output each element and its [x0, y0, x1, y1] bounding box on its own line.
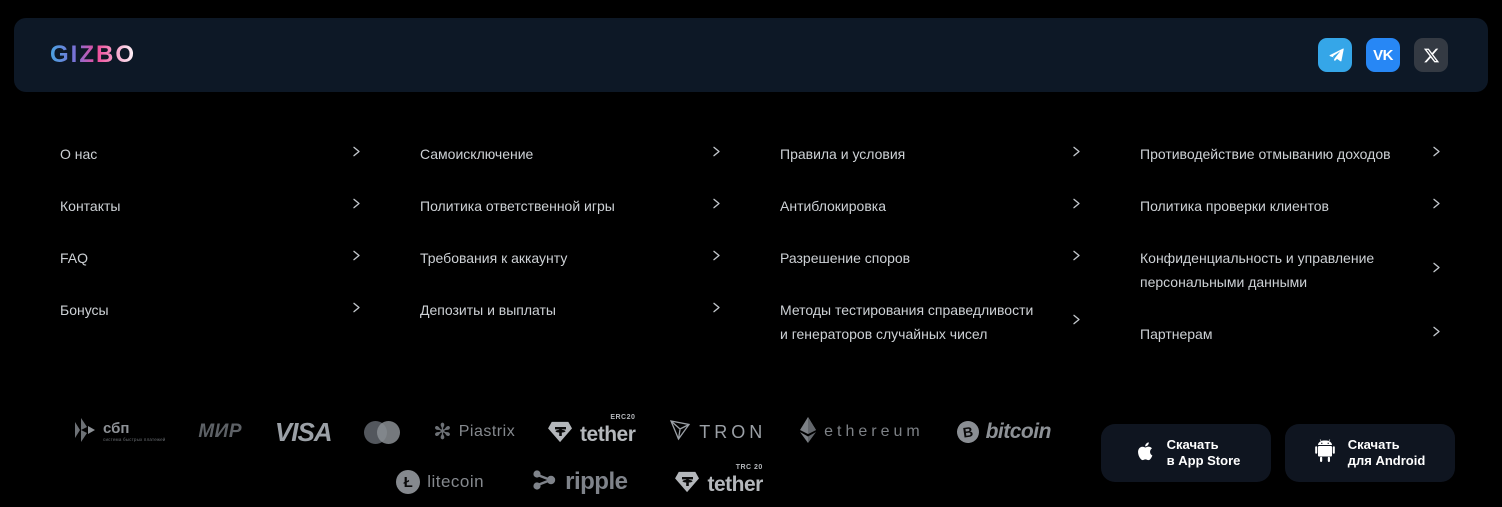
link-kyc-policy[interactable]: [1140, 194, 1444, 218]
chevron-right-icon: [709, 300, 724, 320]
vk-icon: VK: [1373, 46, 1393, 64]
ripple-icon: [532, 467, 558, 498]
link-label: Бонусы: [60, 302, 109, 318]
link-contacts[interactable]: [60, 194, 364, 218]
tether-erc20-logo: [548, 415, 635, 450]
chevron-right-icon: [1069, 248, 1084, 268]
x-twitter-icon: [1423, 47, 1440, 64]
apple-icon: [1132, 438, 1154, 469]
telegram-icon: [1326, 46, 1345, 65]
link-label: Требования к аккаунту: [420, 250, 568, 266]
link-label: Партнерам: [1140, 326, 1213, 342]
piastrix-logo: ✻ Piastrix: [433, 419, 516, 444]
link-label: Депозиты и выплаты: [420, 302, 556, 318]
download-label-line1: Скачать: [1347, 437, 1400, 452]
link-anti-money-laundering[interactable]: [1140, 142, 1444, 166]
link-privacy-policy[interactable]: Конфиденциальность и управление персональными данными: [1140, 246, 1444, 294]
litecoin-logo: Ł litecoin: [396, 470, 484, 494]
ethereum-logo: ethereum: [799, 416, 924, 449]
link-bonuses[interactable]: [60, 298, 364, 322]
link-label: Противодействие отмыванию доходов: [1140, 146, 1391, 162]
chevron-right-icon: [349, 144, 364, 164]
link-column-4: [1140, 142, 1444, 346]
app-download-buttons: [1101, 404, 1455, 504]
chevron-right-icon: [1069, 196, 1084, 216]
link-label: Правила и условия: [780, 146, 906, 162]
tron-icon: [668, 418, 692, 447]
social-links: [1318, 38, 1448, 72]
link-about[interactable]: [60, 142, 364, 166]
link-column-3: [780, 142, 1084, 346]
chevron-right-icon: [1429, 144, 1444, 164]
footer-header-bar: [14, 18, 1488, 92]
link-deposits-payouts[interactable]: [420, 298, 724, 322]
link-label: Методы тестирования справедливости: [780, 302, 1034, 318]
footer-links: [60, 142, 1444, 346]
link-responsible-gaming[interactable]: [420, 194, 724, 218]
sbp-icon: [74, 417, 96, 448]
mir-logo: МИР: [198, 421, 243, 442]
link-label: Антиблокировка: [780, 198, 886, 214]
tether-wordmark: tether ERC20: [580, 414, 636, 446]
payments-section: [58, 404, 1455, 504]
link-label: Политика проверки клиентов: [1140, 198, 1329, 214]
link-fairness-testing[interactable]: Методы тестирования справедливости и генераторов случайных чисел: [780, 298, 1084, 346]
link-terms-conditions[interactable]: [780, 142, 1084, 166]
download-label-line2: для Android: [1347, 453, 1426, 468]
download-label-line2: в App Store: [1166, 453, 1241, 468]
link-self-exclusion[interactable]: [420, 142, 724, 166]
link-label: FAQ: [60, 250, 89, 266]
payment-logos: [58, 404, 1101, 504]
link-label: Самоисключение: [420, 146, 534, 162]
chevron-right-icon: [349, 248, 364, 268]
ethereum-icon: [799, 416, 817, 449]
chevron-right-icon: [709, 196, 724, 216]
tether-icon: [548, 421, 574, 450]
chevron-right-icon: [1429, 196, 1444, 216]
chevron-right-icon: [349, 300, 364, 320]
link-anti-blocking[interactable]: [780, 194, 1084, 218]
android-icon: [1315, 439, 1335, 468]
download-app-store-button[interactable]: [1101, 424, 1271, 482]
chevron-right-icon: [709, 248, 724, 268]
chevron-right-icon: [349, 196, 364, 216]
tether-wordmark: tether TRC 20: [707, 464, 763, 496]
link-dispute-resolution[interactable]: [780, 246, 1084, 270]
payment-row-1: [58, 404, 1101, 460]
download-android-button[interactable]: [1285, 424, 1455, 482]
gizbo-logo[interactable]: GIZBO: [50, 41, 136, 68]
link-label: Конфиденциальность и управление: [1140, 250, 1375, 266]
visa-logo: VISA: [274, 416, 332, 447]
link-label: Политика ответственной игры: [420, 198, 615, 214]
tether-trc20-logo: [675, 465, 762, 500]
ripple-logo: ripple: [532, 467, 627, 498]
payment-row-2: [58, 460, 1101, 504]
link-label: Разрешение споров: [780, 250, 911, 266]
link-partners[interactable]: [1140, 322, 1444, 346]
litecoin-icon: Ł: [396, 470, 420, 494]
bitcoin-icon: B: [955, 420, 980, 445]
tether-icon: [675, 471, 701, 500]
chevron-right-icon: [1069, 144, 1084, 164]
tron-logo: TRON: [668, 418, 766, 447]
link-label: О нас: [60, 146, 98, 162]
mastercard-icon: [364, 421, 400, 444]
chevron-right-icon: [1429, 324, 1444, 344]
sbp-logo: сбп система быстрых платежей: [74, 417, 166, 448]
piastrix-icon: ✻: [433, 419, 452, 444]
chevron-right-icon: [1429, 260, 1444, 280]
vk-button[interactable]: [1366, 38, 1400, 72]
link-account-requirements[interactable]: [420, 246, 724, 270]
chevron-right-icon: [1069, 312, 1084, 332]
download-label-line1: Скачать: [1166, 437, 1219, 452]
telegram-button[interactable]: [1318, 38, 1352, 72]
mastercard-logo: [364, 421, 400, 444]
chevron-right-icon: [709, 144, 724, 164]
link-column-2: [420, 142, 724, 346]
x-twitter-button[interactable]: [1414, 38, 1448, 72]
link-faq[interactable]: [60, 246, 364, 270]
bitcoin-logo: B bitcoin: [957, 420, 1051, 444]
link-column-1: [60, 142, 364, 346]
link-label: Контакты: [60, 198, 121, 214]
